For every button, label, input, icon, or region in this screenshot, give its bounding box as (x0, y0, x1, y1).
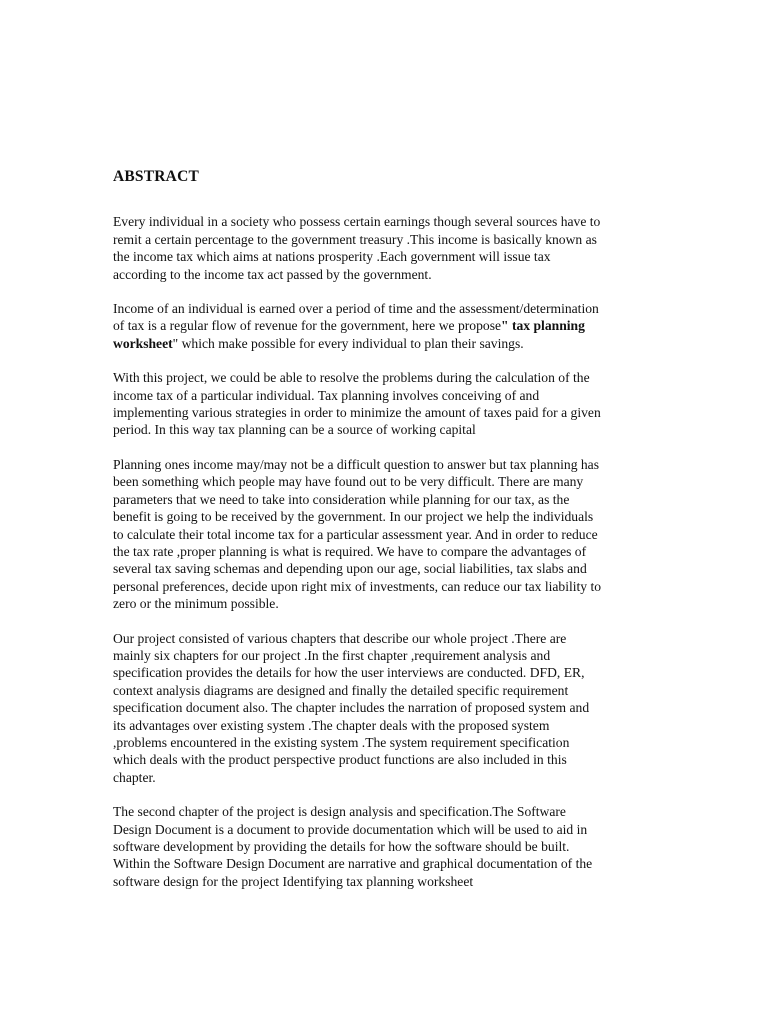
text-line: ,problems encountered in the existing system .The system requirement specification (113, 734, 570, 750)
text-line: software design for the project Identifying tax planning worksheet (113, 873, 474, 889)
text-line: specification provides the details for how the user interviews are conducted. DFD, ER, (113, 665, 585, 681)
text-line: Planning ones income may/may not be a difficult question to answer but tax planning has (113, 456, 600, 472)
text-line: according to the income tax act passed by the government. (113, 266, 432, 282)
text-line: software development by providing the details for how the software should be built. (113, 839, 570, 854)
text-line: the income tax which aims at nations prosperity .Each government will issue tax (113, 249, 551, 265)
text-line: parameters that we need to take into consideration while planning for our tax, as the (113, 491, 570, 507)
document-page (113, 168, 658, 907)
abstract-heading: ABSTRACT (113, 168, 200, 185)
text-line: mainly six chapters for our project .In the first chapter ,requirement analysis and (113, 647, 551, 663)
text-line: chapter. (113, 769, 156, 785)
text-line: its advantages over existing system .The chapter deals with the proposed system (113, 717, 550, 733)
text-line: Income of an individual is earned over a period of time and the assessment/determination (113, 301, 599, 317)
paragraph-intro (113, 213, 658, 283)
bold-term: " tax planning (501, 318, 585, 334)
text-line: Design Document is a document to provide documentation which will be used to aid in (113, 821, 588, 837)
text-line (113, 317, 658, 334)
text-line: context analysis diagrams are designed and finally the detailed specific requirement (113, 682, 569, 698)
paragraph-planning (113, 456, 658, 613)
text-line: been something which people may have found out to be very difficult. There are many (113, 474, 584, 490)
paragraph-design (113, 803, 658, 890)
text-line: Our project consisted of various chapters that describe our whole project .There are (113, 630, 567, 646)
text-line: benefit is going to be received by the government. In our project we help the individuals (113, 509, 594, 525)
text-line: period. In this way tax planning can be a source of working capital (113, 422, 476, 438)
text-line: zero or the minimum possible. (113, 596, 279, 612)
paragraph-chapters (113, 630, 658, 787)
text-line: the tax rate ,proper planning is what is required. We have to compare the advantages of (113, 543, 587, 559)
text-line: Every individual in a society who possess certain earnings though several sources have to (113, 214, 601, 230)
text-line (113, 335, 658, 352)
text-line: personal preferences, decide upon right mix of investments, can reduce our tax liability to (113, 578, 602, 594)
text-line: several tax saving schemas and depending upon our age, social liabilities, tax slabs and (113, 561, 587, 577)
text-line: The second chapter of the project is design analysis and specification.The Software (113, 804, 566, 820)
text-line: which deals with the product perspective product functions are also included in this (113, 752, 567, 768)
paragraph-proposal (113, 300, 658, 352)
text-line: to calculate their total income tax for a particular assessment year. And in order to reduce (113, 526, 598, 542)
text-line: remit a certain percentage to the government treasury .This income is basically known as (113, 231, 597, 247)
text-line: Within the Software Design Document are narrative and graphical documentation of the (113, 856, 593, 872)
text-segment: of tax is a regular flow of revenue for the government, here we propose (113, 318, 502, 334)
text-line: With this project, we could be able to resolve the problems during the calculation of the (113, 370, 590, 386)
bold-term: worksheet (113, 335, 173, 351)
text-segment: " which make possible for every individual to plan their savings. (172, 335, 524, 351)
paragraph-project-goal (113, 369, 658, 439)
text-line: income tax of a particular individual. Tax planning involves conceiving of and (113, 387, 540, 403)
text-line: specification document also. The chapter includes the narration of proposed system and (113, 700, 590, 716)
text-line: implementing various strategies in order to minimize the amount of taxes paid for a given (113, 405, 601, 421)
